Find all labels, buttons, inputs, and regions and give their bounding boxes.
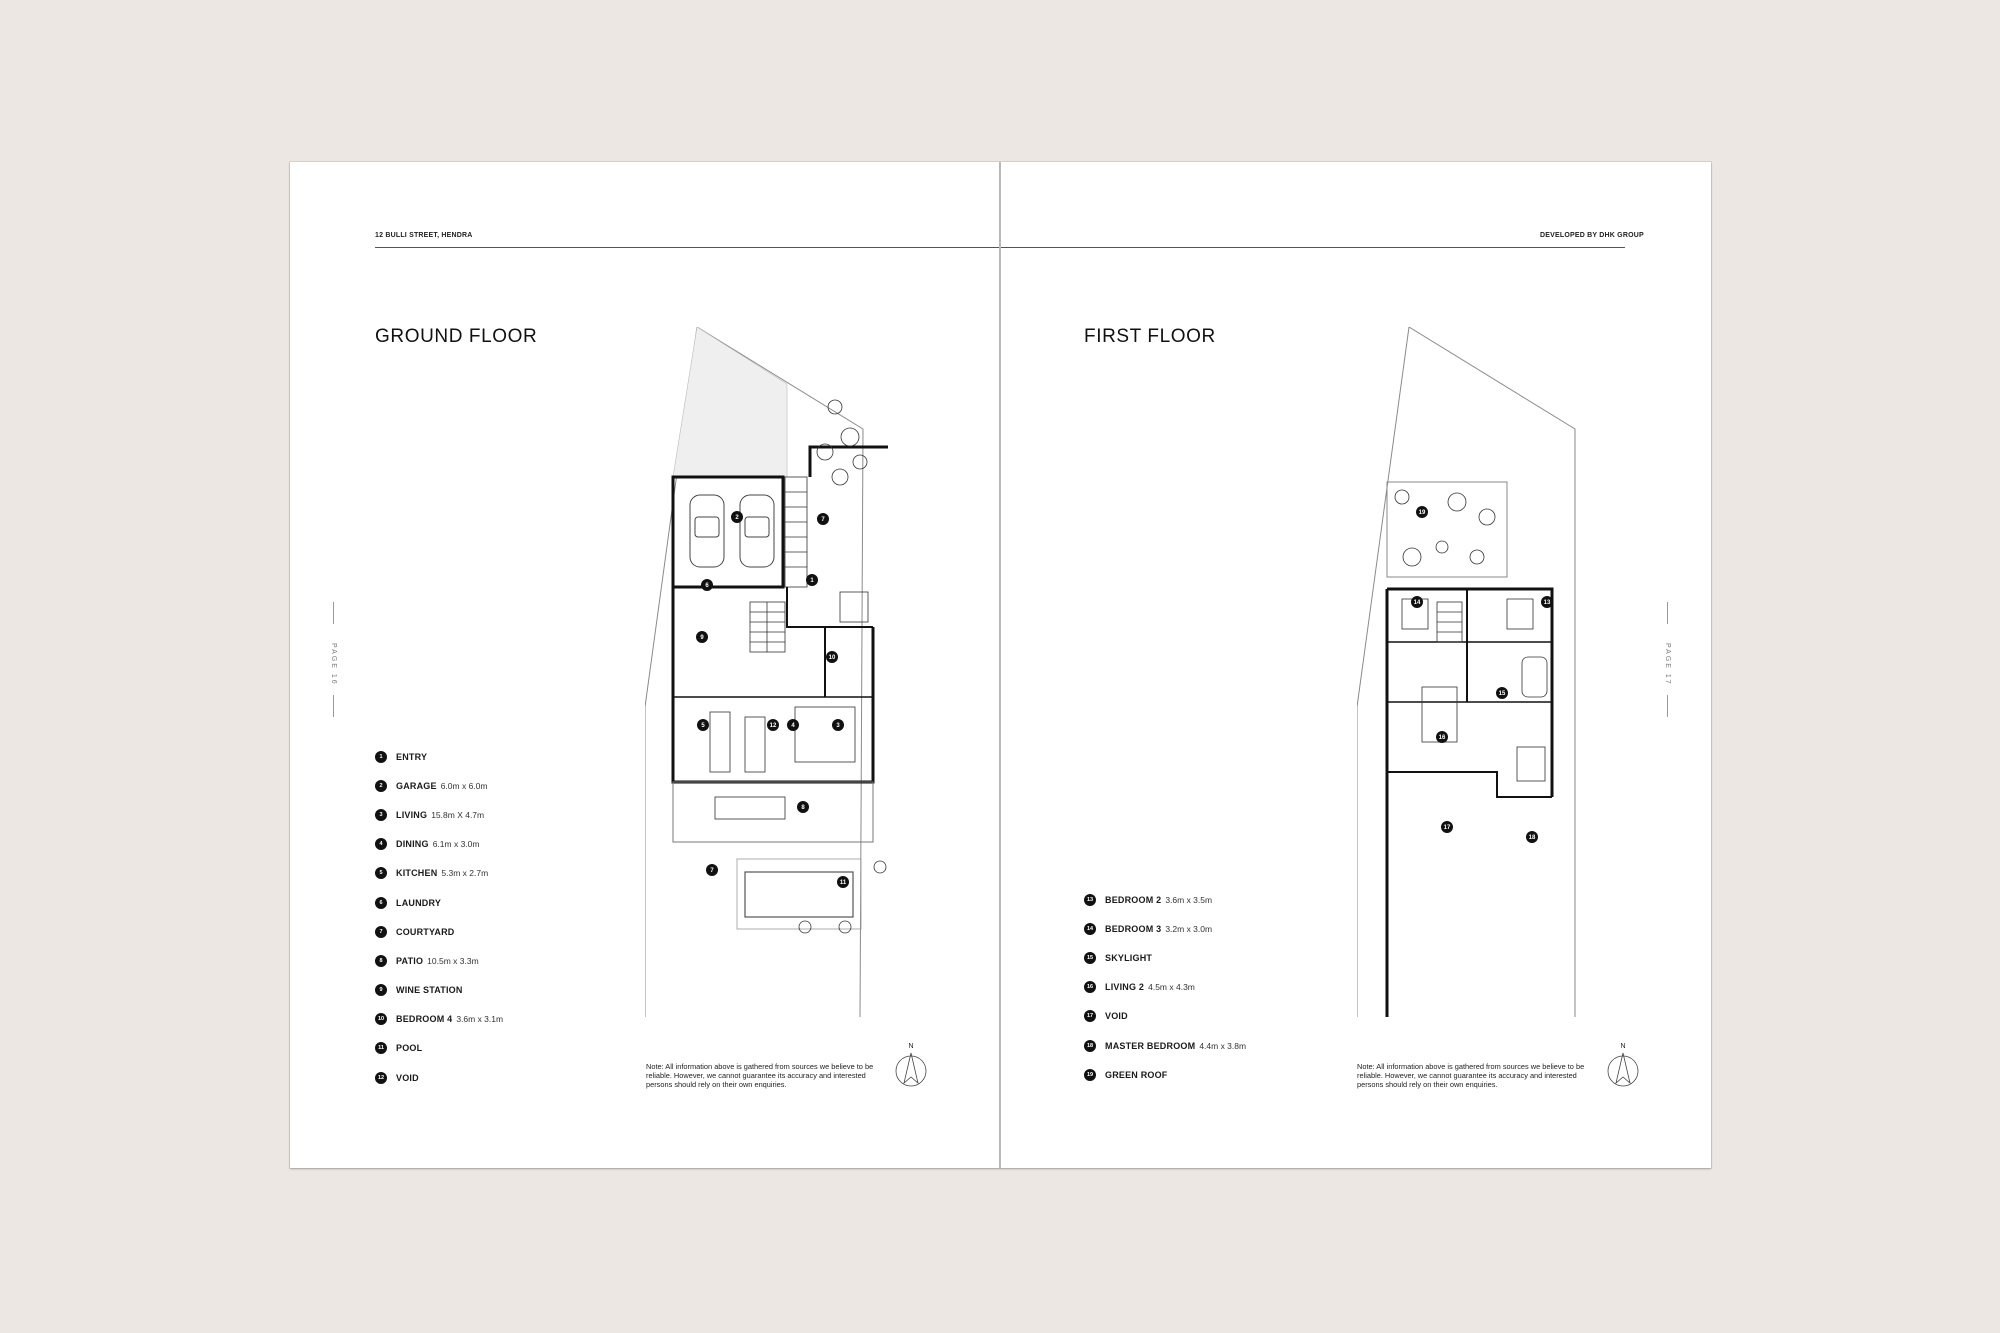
spine — [999, 162, 1001, 1168]
room-name: VOID — [396, 1072, 419, 1083]
plan-marker-label: 16 — [1438, 735, 1446, 741]
plan-marker-label: 9 — [700, 635, 704, 641]
room-name: BEDROOM 4 — [396, 1014, 453, 1025]
room-name: PATIO — [396, 955, 424, 966]
page-title: FIRST FLOOR — [1084, 326, 1216, 347]
room-number-badge: 5 — [375, 867, 387, 879]
room-number-badge: 14 — [1084, 923, 1096, 935]
legend-item — [375, 1063, 503, 1092]
legend-item — [375, 1005, 503, 1034]
legend-item — [1084, 1002, 1246, 1031]
bed-icon — [1517, 747, 1545, 781]
plan-marker-label: 6 — [705, 583, 709, 589]
tree-icons — [645, 400, 886, 933]
room-dimensions: 5.3m x 2.7m — [441, 868, 489, 879]
dining-table — [745, 717, 765, 772]
legend-item — [1084, 914, 1246, 943]
room-name: LIVING — [396, 809, 428, 820]
room-dimensions: 4.5m x 4.3m — [1148, 982, 1195, 993]
svg-text:N: N — [908, 1043, 914, 1050]
plan-marker-label: 8 — [801, 805, 805, 811]
plan-marker-label: 18 — [1528, 835, 1536, 841]
plan-marker-label: 15 — [1498, 691, 1506, 697]
legend-item — [375, 917, 503, 946]
plan-marker-label: 14 — [1413, 600, 1421, 606]
room-number-badge: 6 — [375, 897, 387, 909]
disclaimer-note: Note: All information above is gathered from sources we believe to be reliable. However, we cannot guarantee its accuracy and interested persons should rely on their own enquiries. — [1357, 1062, 1585, 1089]
room-dimensions: 3.6m x 3.1m — [456, 1014, 504, 1025]
plan-labels — [696, 511, 849, 888]
room-number-badge: 16 — [1084, 981, 1096, 993]
legend-item — [375, 888, 503, 917]
plan-marker-label: 13 — [1543, 600, 1551, 606]
internal-stairs — [1437, 602, 1462, 642]
header-rule — [375, 247, 999, 248]
north-arrow-icon — [894, 1041, 928, 1091]
room-dimensions: 15.8m X 4.7m — [431, 809, 485, 820]
plan-marker-label: 10 — [828, 655, 836, 661]
room-number-badge: 15 — [1084, 952, 1096, 964]
courtyard-wall — [810, 447, 888, 477]
legend-item — [1084, 1031, 1246, 1060]
plan-marker-label: 7 — [710, 868, 714, 874]
legend-item — [1084, 943, 1246, 972]
car-icons — [690, 495, 774, 567]
room-number-badge: 10 — [375, 1013, 387, 1025]
first-floor-plan — [1357, 327, 1597, 1017]
page-number: PAGE 16 — [330, 643, 337, 686]
room-legend — [1084, 885, 1246, 1089]
pool — [745, 872, 853, 917]
legend-item — [375, 976, 503, 1005]
room-number-badge: 12 — [375, 1072, 387, 1084]
kitchen-bench — [710, 712, 730, 772]
tree-icons — [1395, 490, 1495, 566]
plan-marker-label: 2 — [735, 515, 739, 521]
page-tab-rule — [333, 602, 334, 624]
plan-marker-label: 17 — [1443, 825, 1451, 831]
plan-marker-label: 1 — [810, 578, 814, 584]
plan-marker-label: 3 — [836, 723, 840, 729]
plan-labels — [1411, 506, 1553, 843]
disclaimer-note: Note: All information above is gathered from sources we believe to be reliable. However, we cannot guarantee its accuracy and interested persons should rely on their own enquiries. — [646, 1062, 874, 1089]
room-number-badge: 17 — [1084, 1010, 1096, 1022]
room-number-badge: 13 — [1084, 894, 1096, 906]
internal-stairs — [750, 602, 785, 652]
bed-icon — [1507, 599, 1533, 629]
room-name: COURTYARD — [396, 926, 455, 937]
room-name: POOL — [396, 1043, 423, 1054]
room-number-badge: 8 — [375, 955, 387, 967]
svg-text:N: N — [1620, 1043, 1626, 1050]
room-number-badge: 7 — [375, 926, 387, 938]
room-number-badge: 2 — [375, 780, 387, 792]
pool-surround — [737, 859, 861, 929]
room-dimensions: 10.5m x 3.3m — [427, 955, 479, 966]
legend-item — [1084, 885, 1246, 914]
room-name: KITCHEN — [396, 868, 438, 879]
room-name: SKYLIGHT — [1105, 952, 1153, 963]
page-tab-rule — [1667, 602, 1668, 624]
patio — [673, 782, 873, 842]
room-name: ENTRY — [396, 751, 428, 762]
legend-item — [1084, 973, 1246, 1002]
room-name: LIVING 2 — [1105, 982, 1145, 993]
house-walls — [673, 587, 873, 782]
room-name: LAUNDRY — [396, 897, 442, 908]
room-dimensions: 3.2m x 3.0m — [1165, 923, 1213, 934]
page-title: GROUND FLOOR — [375, 326, 538, 347]
plan-marker-label: 5 — [701, 723, 705, 729]
interior-wall — [787, 587, 873, 627]
plan-marker-label: 12 — [769, 723, 777, 729]
page-tab-rule — [1667, 695, 1668, 717]
bed-icon — [840, 592, 868, 622]
interior-wall — [1387, 772, 1552, 797]
legend-item — [375, 830, 503, 859]
plan-marker-label: 19 — [1418, 510, 1426, 516]
room-legend — [375, 742, 503, 1092]
room-name: GARAGE — [396, 780, 437, 791]
legend-item — [1084, 1060, 1246, 1089]
legend-item — [375, 742, 503, 771]
legend-item — [375, 771, 503, 800]
room-number-badge: 18 — [1084, 1040, 1096, 1052]
legend-item — [375, 800, 503, 829]
running-head-developer: DEVELOPED BY DHK GROUP — [1540, 232, 1644, 239]
ground-floor-plan — [645, 327, 1015, 1017]
page-tab-rule — [333, 695, 334, 717]
room-name: BEDROOM 2 — [1105, 894, 1162, 905]
north-arrow-icon — [1606, 1041, 1640, 1091]
bathtub — [1522, 657, 1547, 697]
header-rule — [1001, 247, 1625, 248]
driveway — [673, 327, 787, 477]
room-number-badge: 9 — [375, 984, 387, 996]
room-number-badge: 3 — [375, 809, 387, 821]
patio-table — [715, 797, 785, 819]
plan-marker-label: 4 — [791, 723, 795, 729]
room-name: BEDROOM 3 — [1105, 923, 1162, 934]
legend-item — [375, 1034, 503, 1063]
room-number-badge: 19 — [1084, 1069, 1096, 1081]
room-number-badge: 1 — [375, 751, 387, 763]
plan-marker-label: 7 — [821, 517, 825, 523]
room-dimensions: 6.1m x 3.0m — [432, 839, 480, 850]
room-name: MASTER BEDROOM — [1105, 1040, 1196, 1051]
room-name: DINING — [396, 839, 429, 850]
front-steps — [785, 477, 807, 587]
page-number: PAGE 17 — [1664, 643, 1671, 686]
running-head-address: 12 BULLI STREET, HENDRA — [375, 232, 473, 239]
legend-item — [375, 946, 503, 975]
house-walls — [1387, 589, 1552, 797]
room-dimensions: 4.4m x 3.8m — [1199, 1040, 1247, 1051]
legend-item — [375, 859, 503, 888]
room-name: GREEN ROOF — [1105, 1069, 1168, 1080]
brochure-spread — [290, 162, 1711, 1168]
sofa — [795, 707, 855, 762]
room-dimensions: 6.0m x 6.0m — [440, 780, 488, 791]
room-dimensions: 3.6m x 3.5m — [1165, 894, 1213, 905]
plan-marker-label: 11 — [839, 880, 847, 886]
room-number-badge: 4 — [375, 838, 387, 850]
room-name: WINE STATION — [396, 985, 463, 996]
room-number-badge: 11 — [375, 1042, 387, 1054]
room-name: VOID — [1105, 1011, 1128, 1022]
